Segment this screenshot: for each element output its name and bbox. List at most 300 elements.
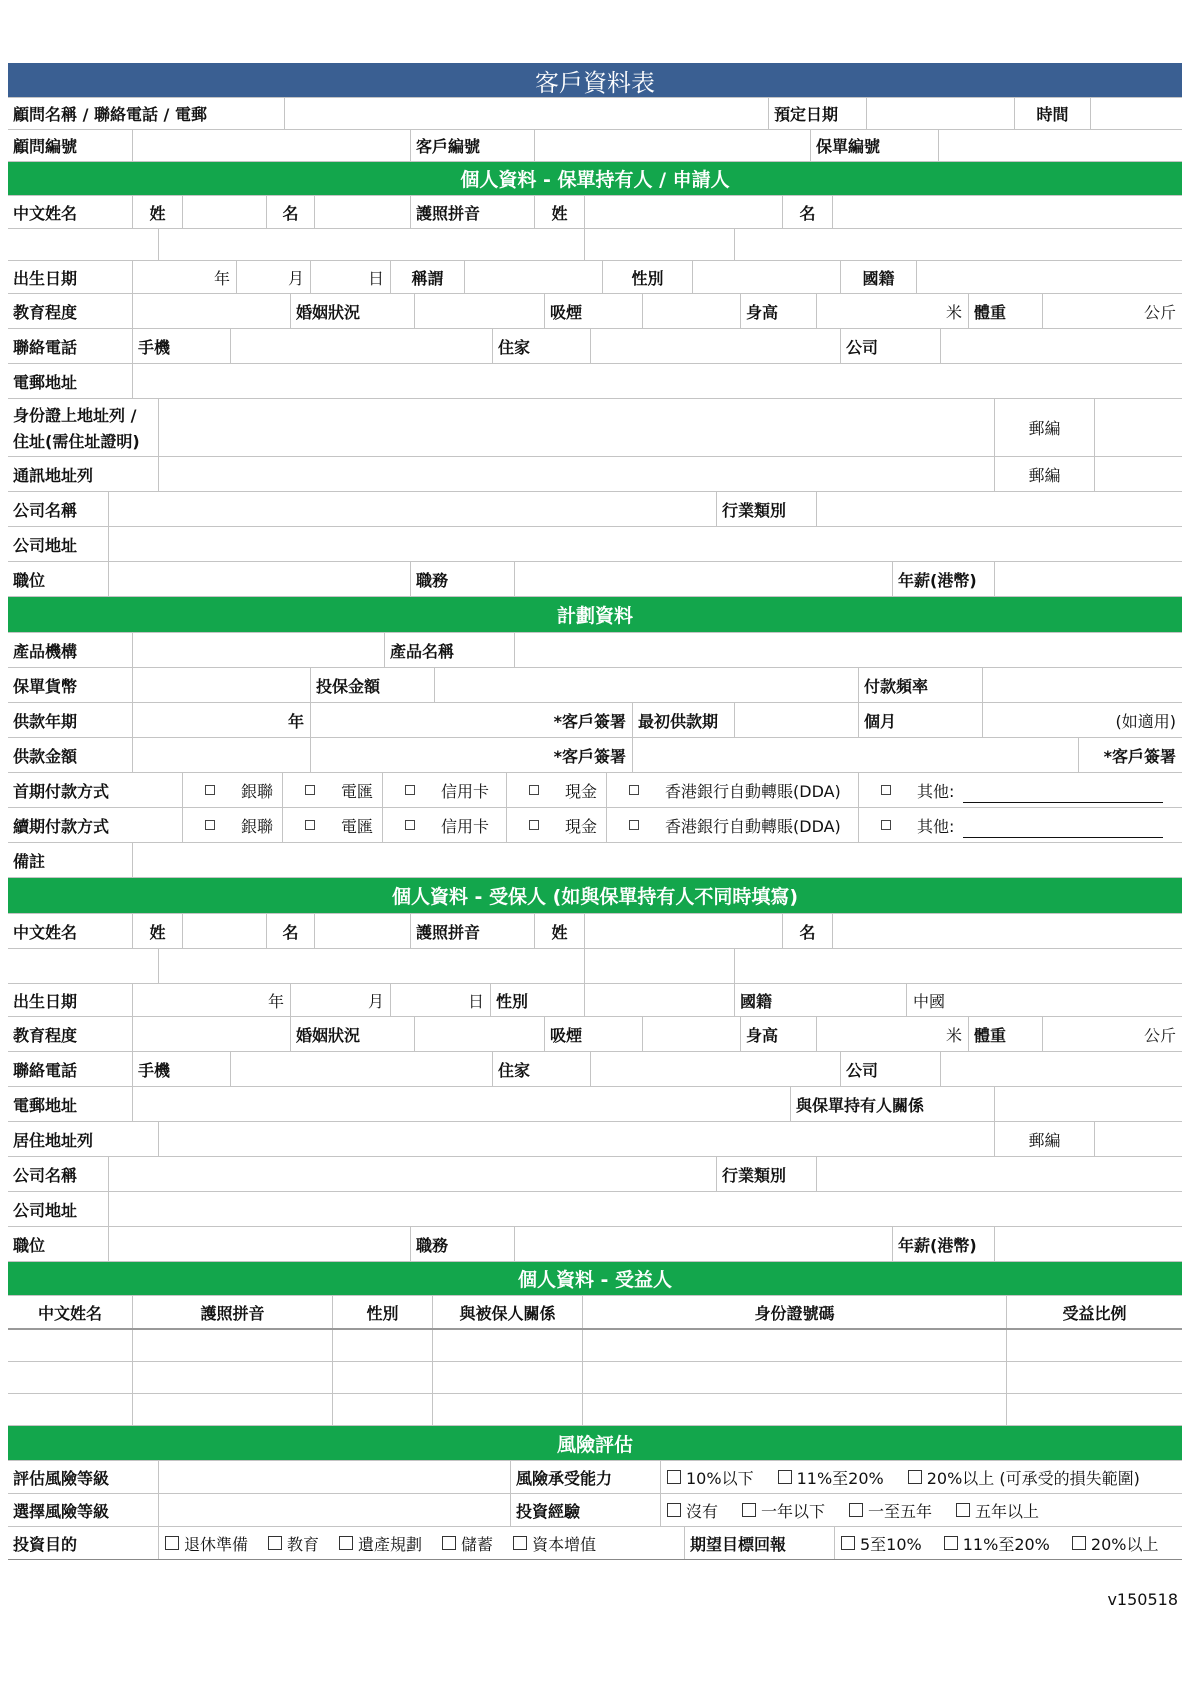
plan-years-field[interactable]	[132, 703, 310, 737]
method-label: 香港銀行自動轉賬(DDA)	[665, 781, 841, 801]
checkbox[interactable]	[956, 1503, 970, 1517]
beneficiary-gender-cell[interactable]	[332, 1394, 432, 1425]
holder-title-field[interactable]	[464, 261, 602, 293]
first-payment-label: 首期付款方式	[13, 781, 110, 801]
beneficiary-ratio-cell[interactable]	[1006, 1362, 1182, 1393]
section-risk: 風險評估	[8, 1426, 1182, 1461]
beneficiary-col-relation: 與被保人關係	[432, 1296, 582, 1328]
plan-client-sign-cell[interactable]	[1078, 738, 1182, 772]
option-label: 五年以上	[975, 1501, 1040, 1521]
holder-id-address-label	[8, 399, 158, 456]
beneficiary-name-cell[interactable]	[8, 1394, 132, 1425]
client-sign-label: *客戶簽署	[553, 746, 626, 766]
blank-cell[interactable]	[734, 229, 1182, 260]
option-label: 儲蓄	[461, 1534, 494, 1554]
invest-goal-options	[158, 1527, 684, 1559]
plan-months-field[interactable]	[982, 703, 1182, 737]
holder-company-address-row	[8, 527, 1182, 562]
renewal-method-unionpay[interactable]	[182, 808, 282, 842]
insured-position-field[interactable]	[108, 1227, 410, 1261]
first-method-tt[interactable]	[282, 773, 382, 807]
holder-home-label: 住家	[492, 329, 590, 363]
plan-currency-field[interactable]	[132, 668, 310, 702]
holder-dob-row	[8, 261, 1182, 294]
client-sign-label: *客戶簽署	[553, 711, 626, 731]
holder-duty-field[interactable]	[514, 562, 892, 596]
advisor-label: 顧問名稱 / 聯絡電話 / 電郵	[13, 105, 207, 124]
method-label: 現金	[565, 781, 598, 801]
renewal-payment-row	[8, 808, 1182, 843]
insured-education-field[interactable]	[132, 1017, 290, 1051]
insured-duty-field[interactable]	[514, 1227, 892, 1261]
plan-initial-period-label: 最初供款期	[632, 703, 734, 737]
option-label: 一至五年	[868, 1501, 933, 1521]
insured-industry-label: 行業類別	[716, 1157, 816, 1191]
holder-position-row	[8, 562, 1182, 597]
beneficiary-gender-cell[interactable]	[332, 1362, 432, 1393]
checkbox[interactable]	[405, 785, 415, 795]
option-label: 遺產規劃	[358, 1534, 423, 1554]
insured-company-address-label: 公司地址	[13, 1200, 78, 1220]
holder-smoking-label: 吸煙	[544, 294, 642, 328]
method-label: 銀聯	[241, 816, 274, 836]
insured-position-label: 職位	[13, 1235, 46, 1255]
plan-year-unit: 年	[287, 711, 304, 731]
checkbox[interactable]	[667, 1503, 681, 1517]
insured-education-label: 教育程度	[13, 1025, 78, 1045]
kg-unit: 公斤	[1143, 1025, 1176, 1045]
holder-company-address-label: 公司地址	[13, 535, 78, 555]
insured-home-field[interactable]	[590, 1052, 840, 1086]
checkbox[interactable]	[849, 1503, 863, 1517]
holder-dob-day-field[interactable]	[310, 261, 390, 293]
insured-dob-row	[8, 984, 1182, 1017]
beneficiary-col-name: 中文姓名	[37, 1303, 102, 1323]
plan-freq-field[interactable]	[982, 668, 1182, 702]
holder-email-field[interactable]	[132, 364, 1182, 398]
beneficiary-col-pinyin: 護照拼音	[132, 1296, 332, 1328]
time-field[interactable]	[1090, 98, 1182, 129]
method-label: 信用卡	[441, 816, 490, 836]
holder-given-name-field[interactable]	[314, 196, 410, 228]
month-unit: 月	[287, 268, 304, 288]
time-label: 時間	[1014, 98, 1090, 129]
plan-amount-row	[8, 738, 1182, 773]
holder-mail-postal-field[interactable]	[1094, 457, 1182, 491]
holder-pinyin-surname-field[interactable]	[584, 196, 782, 228]
insured-postal-field[interactable]	[1094, 1122, 1182, 1156]
first-method-credit[interactable]	[382, 773, 506, 807]
insured-given-name-field[interactable]	[314, 914, 410, 948]
option-label: 10%以下	[686, 1468, 754, 1488]
checkbox[interactable]	[881, 820, 891, 830]
other-underline[interactable]	[963, 802, 1163, 803]
plan-amount-label: 供款金額	[13, 746, 78, 766]
insured-height-label: 身高	[740, 1017, 816, 1051]
id-address-label-line2: 住址(需住址證明)	[13, 432, 140, 451]
holder-dob-month-field[interactable]	[236, 261, 310, 293]
checkbox[interactable]	[529, 785, 539, 795]
holder-industry-label: 行業類別	[716, 492, 816, 526]
holder-id-address-field[interactable]	[158, 399, 994, 456]
method-label: 銀聯	[241, 781, 274, 801]
renewal-method-cash[interactable]	[506, 808, 606, 842]
other-underline[interactable]	[963, 837, 1163, 838]
blank-cell[interactable]	[8, 229, 158, 260]
holder-weight-field[interactable]	[1042, 294, 1182, 328]
beneficiary-name-cell[interactable]	[8, 1330, 132, 1361]
holder-nationality-label: 國籍	[840, 261, 916, 293]
year-unit: 年	[267, 991, 284, 1011]
holder-name-extra-row	[8, 229, 1182, 261]
insured-smoking-label: 吸煙	[544, 1017, 642, 1051]
blank-cell[interactable]	[584, 229, 734, 260]
holder-pinyin-label: 護照拼音	[410, 196, 534, 228]
meter-unit: 米	[945, 302, 962, 322]
blank-cell[interactable]	[584, 949, 734, 983]
risk-select-field[interactable]	[158, 1494, 510, 1526]
insured-dob-month-field[interactable]	[290, 984, 390, 1016]
plan-sum-field[interactable]	[434, 668, 858, 702]
option-label: 20%以上 (可承受的損失範圍)	[926, 1468, 1140, 1488]
option-label: 一年以下	[761, 1501, 826, 1521]
insured-dob-day-field[interactable]	[390, 984, 490, 1016]
insured-gender-label: 性別	[490, 984, 584, 1016]
insured-weight-field[interactable]	[1042, 1017, 1182, 1051]
form-title: 客戶資料表	[8, 63, 1182, 98]
section-insured: 個人資料 - 受保人 (如與保單持有人不同時填寫)	[8, 878, 1182, 914]
insured-marital-field[interactable]	[414, 1017, 544, 1051]
plan-years-label: 供款年期	[13, 711, 78, 731]
plan-amount-sign-field[interactable]	[310, 738, 632, 772]
checkbox[interactable]	[339, 1536, 353, 1550]
advisor-no-row	[8, 130, 1182, 162]
client-no-field[interactable]	[534, 130, 810, 161]
month-unit: 月	[367, 991, 384, 1011]
holder-gender-label: 性別	[602, 261, 692, 293]
beneficiary-relation-cell[interactable]	[432, 1362, 582, 1393]
plan-years-sign-field[interactable]	[310, 703, 632, 737]
insured-gender-field[interactable]	[584, 984, 734, 1016]
checkbox[interactable]	[841, 1536, 855, 1550]
client-sign-label: *客戶簽署	[1103, 746, 1176, 766]
holder-weight-label: 體重	[968, 294, 1042, 328]
invest-goal-label: 投資目的	[13, 1534, 78, 1554]
beneficiary-id-cell[interactable]	[582, 1394, 1006, 1425]
insured-name-row	[8, 914, 1182, 949]
remarks-row	[8, 843, 1182, 878]
remarks-field[interactable]	[132, 843, 1182, 877]
method-label: 現金	[565, 816, 598, 836]
option-label: 5至10%	[860, 1534, 922, 1554]
insured-nationality-label: 國籍	[734, 984, 906, 1016]
holder-office-field[interactable]	[940, 329, 1182, 363]
beneficiary-relation-cell[interactable]	[432, 1330, 582, 1361]
plan-provider-row	[8, 633, 1182, 668]
beneficiary-relation-cell[interactable]	[432, 1394, 582, 1425]
first-method-other[interactable]	[858, 773, 1182, 807]
renewal-method-other[interactable]	[858, 808, 1182, 842]
insured-pinyin-surname-label: 姓	[534, 914, 584, 948]
first-method-cash[interactable]	[506, 773, 606, 807]
holder-salary-field[interactable]	[994, 562, 1182, 596]
invest-exp-options	[660, 1494, 1182, 1526]
plan-years-row	[8, 703, 1182, 738]
checkbox[interactable]	[305, 785, 315, 795]
day-unit: 日	[367, 268, 384, 288]
holder-position-label: 職位	[13, 570, 46, 590]
holder-duty-label: 職務	[410, 562, 514, 596]
holder-mobile-label: 手機	[132, 329, 230, 363]
insured-company-name-label: 公司名稱	[13, 1165, 78, 1185]
section-plan: 計劃資料	[8, 597, 1182, 633]
insured-residential-field[interactable]	[158, 1122, 994, 1156]
holder-phone-label: 聯絡電話	[13, 337, 78, 357]
beneficiary-pinyin-cell[interactable]	[132, 1394, 332, 1425]
holder-education-field[interactable]	[132, 294, 290, 328]
advisor-row	[8, 98, 1182, 130]
holder-marital-field[interactable]	[414, 294, 544, 328]
blank-cell[interactable]	[158, 949, 584, 983]
checkbox[interactable]	[305, 820, 315, 830]
holder-office-label: 公司	[840, 329, 940, 363]
insured-salary-label: 年薪(港幣)	[892, 1227, 994, 1261]
insured-email-row	[8, 1087, 1182, 1122]
holder-id-address-row	[8, 399, 1182, 457]
insured-pinyin-label: 護照拼音	[410, 914, 534, 948]
checkbox[interactable]	[205, 820, 215, 830]
policy-no-label: 保單編號	[810, 130, 938, 161]
checkbox[interactable]	[405, 820, 415, 830]
holder-home-field[interactable]	[590, 329, 840, 363]
beneficiary-pinyin-cell[interactable]	[132, 1330, 332, 1361]
holder-chinese-name-label: 中文姓名	[13, 203, 78, 223]
holder-position-field[interactable]	[108, 562, 410, 596]
first-payment-row	[8, 773, 1182, 808]
option-label: 20%以上	[1090, 1534, 1159, 1554]
insured-pinyin-given-label: 名	[782, 914, 832, 948]
holder-company-name-field[interactable]	[108, 492, 716, 526]
blank-cell[interactable]	[734, 949, 1182, 983]
insured-residential-label: 居住地址列	[13, 1130, 94, 1150]
plan-initial-period-field[interactable]	[734, 703, 858, 737]
insured-pinyin-surname-field[interactable]	[584, 914, 782, 948]
plan-product-field[interactable]	[514, 633, 1182, 667]
method-label: 信用卡	[441, 781, 490, 801]
risk-tolerance-options	[660, 1461, 1182, 1493]
checkbox[interactable]	[881, 785, 891, 795]
beneficiary-gender-cell[interactable]	[332, 1330, 432, 1361]
holder-mail-address-field[interactable]	[158, 457, 994, 491]
insured-dob-year-field[interactable]	[132, 984, 290, 1016]
id-address-label-line1: 身份證上地址列 /	[13, 406, 137, 425]
blank-cell[interactable]	[8, 949, 158, 983]
holder-phone-row	[8, 329, 1182, 364]
insured-mobile-label: 手機	[132, 1052, 230, 1086]
holder-nationality-field[interactable]	[916, 261, 1182, 293]
beneficiary-col-ratio: 受益比例	[1006, 1296, 1182, 1328]
insured-office-field[interactable]	[940, 1052, 1182, 1086]
checkbox[interactable]	[1072, 1536, 1086, 1550]
year-unit: 年	[213, 268, 230, 288]
insured-company-address-field[interactable]	[108, 1192, 1182, 1226]
holder-surname-label: 姓	[132, 196, 182, 228]
insured-duty-label: 職務	[410, 1227, 514, 1261]
appt-date-label: 預定日期	[768, 98, 866, 129]
holder-smoking-field[interactable]	[642, 294, 740, 328]
checkbox[interactable]	[629, 785, 639, 795]
checkbox[interactable]	[629, 820, 639, 830]
insured-marital-label: 婚姻狀況	[290, 1017, 414, 1051]
client-no-label: 客戶編號	[410, 130, 534, 161]
holder-name-row	[8, 196, 1182, 229]
checkbox[interactable]	[268, 1536, 282, 1550]
beneficiary-id-cell[interactable]	[582, 1362, 1006, 1393]
option-label: 退休準備	[184, 1534, 249, 1554]
plan-sum-label: 投保金額	[310, 668, 434, 702]
beneficiary-ratio-cell[interactable]	[1006, 1394, 1182, 1425]
insured-education-row	[8, 1017, 1182, 1052]
holder-gender-field[interactable]	[692, 261, 840, 293]
insured-industry-field[interactable]	[816, 1157, 1182, 1191]
beneficiary-ratio-cell[interactable]	[1006, 1330, 1182, 1361]
insured-postal-label: 郵編	[994, 1122, 1094, 1156]
insured-relation-field[interactable]	[994, 1087, 1182, 1121]
checkbox[interactable]	[165, 1536, 179, 1550]
checkbox[interactable]	[667, 1470, 681, 1484]
insured-company-address-row	[8, 1192, 1182, 1227]
insured-mobile-field[interactable]	[230, 1052, 492, 1086]
holder-pinyin-surname-label: 姓	[534, 196, 584, 228]
method-label: 其他:	[917, 781, 955, 801]
advisor-no-label: 顧問編號	[13, 137, 78, 156]
advisor-no-field[interactable]	[132, 130, 410, 161]
appt-date-field[interactable]	[866, 98, 1014, 129]
beneficiary-id-cell[interactable]	[582, 1330, 1006, 1361]
checkbox[interactable]	[513, 1536, 527, 1550]
holder-surname-field[interactable]	[182, 196, 266, 228]
holder-pinyin-given-field[interactable]	[832, 196, 1182, 228]
invest-goal-row	[8, 1527, 1182, 1560]
insured-smoking-field[interactable]	[642, 1017, 740, 1051]
beneficiary-row	[8, 1330, 1182, 1362]
insured-phone-row	[8, 1052, 1182, 1087]
invest-exp-label: 投資經驗	[510, 1494, 660, 1526]
version-label: v150518	[1107, 1590, 1178, 1609]
insured-residential-row	[8, 1122, 1182, 1157]
insured-pinyin-given-field[interactable]	[832, 914, 1182, 948]
holder-mobile-field[interactable]	[230, 329, 492, 363]
holder-salary-label: 年薪(港幣)	[892, 562, 994, 596]
beneficiary-name-cell[interactable]	[8, 1362, 132, 1393]
insured-chinese-name-label: 中文姓名	[13, 922, 78, 942]
renewal-method-tt[interactable]	[282, 808, 382, 842]
holder-id-postal-label: 郵編	[994, 399, 1094, 456]
policy-no-field[interactable]	[938, 130, 1182, 161]
holder-education-row	[8, 294, 1182, 329]
checkbox[interactable]	[778, 1470, 792, 1484]
expected-return-label: 期望目標回報	[684, 1527, 834, 1559]
insured-surname-label: 姓	[132, 914, 182, 948]
holder-title-label: 稱謂	[390, 261, 464, 293]
option-label: 沒有	[686, 1501, 719, 1521]
checkbox[interactable]	[442, 1536, 456, 1550]
plan-provider-field[interactable]	[132, 633, 384, 667]
holder-company-address-field[interactable]	[108, 527, 1182, 561]
plan-amount-field[interactable]	[132, 738, 310, 772]
option-label: 教育	[287, 1534, 320, 1554]
section-beneficiary: 個人資料 - 受益人	[8, 1262, 1182, 1296]
option-label: 資本增值	[532, 1534, 597, 1554]
holder-dob-year-field[interactable]	[132, 261, 236, 293]
option-label: 11%至20%	[962, 1534, 1050, 1554]
beneficiary-col-gender: 性別	[332, 1296, 432, 1328]
if-applicable-note: (如適用)	[1115, 711, 1176, 731]
holder-height-label: 身高	[740, 294, 816, 328]
option-label: 11%至20%	[796, 1468, 884, 1488]
renewal-payment-label: 續期付款方式	[13, 816, 110, 836]
holder-pinyin-given-label: 名	[782, 196, 832, 228]
day-unit: 日	[467, 991, 484, 1011]
renewal-method-credit[interactable]	[382, 808, 506, 842]
holder-given-name-label: 名	[266, 196, 314, 228]
insured-salary-field[interactable]	[994, 1227, 1182, 1261]
checkbox[interactable]	[908, 1470, 922, 1484]
method-label: 香港銀行自動轉賬(DDA)	[665, 816, 841, 836]
holder-dob-label: 出生日期	[13, 268, 78, 288]
first-method-unionpay[interactable]	[182, 773, 282, 807]
renewal-method-dda[interactable]	[606, 808, 858, 842]
insured-office-label: 公司	[840, 1052, 940, 1086]
plan-currency-label: 保單貨幣	[13, 676, 78, 696]
insured-nationality-field[interactable]: 中國	[906, 984, 1182, 1016]
holder-education-label: 教育程度	[13, 302, 78, 322]
insured-relation-label: 與保單持有人關係	[790, 1087, 994, 1121]
insured-height-field[interactable]	[816, 1017, 968, 1051]
plan-provider-label: 產品機構	[13, 641, 78, 661]
beneficiary-row	[8, 1394, 1182, 1426]
method-label: 電匯	[341, 816, 374, 836]
insured-phone-label: 聯絡電話	[13, 1060, 78, 1080]
checkbox[interactable]	[944, 1536, 958, 1550]
insured-email-label: 電郵地址	[13, 1095, 78, 1115]
plan-amount-extra-field[interactable]	[632, 738, 1078, 772]
risk-assess-field[interactable]	[158, 1461, 510, 1493]
checkbox[interactable]	[742, 1503, 756, 1517]
checkbox[interactable]	[529, 820, 539, 830]
insured-surname-field[interactable]	[182, 914, 266, 948]
holder-mail-postal-label: 郵編	[994, 457, 1094, 491]
plan-product-label: 產品名稱	[384, 633, 514, 667]
method-label: 電匯	[341, 781, 374, 801]
beneficiary-row	[8, 1362, 1182, 1394]
holder-industry-field[interactable]	[816, 492, 1182, 526]
blank-cell[interactable]	[158, 229, 584, 260]
holder-email-label: 電郵地址	[13, 372, 78, 392]
holder-id-postal-field[interactable]	[1094, 399, 1182, 456]
risk-assess-row	[8, 1461, 1182, 1494]
holder-mail-address-label: 通訊地址列	[13, 465, 94, 485]
insured-company-name-field[interactable]	[108, 1157, 716, 1191]
risk-select-label: 選擇風險等級	[13, 1501, 110, 1521]
holder-height-field[interactable]	[816, 294, 968, 328]
checkbox[interactable]	[205, 785, 215, 795]
advisor-field[interactable]	[284, 98, 768, 129]
beneficiary-pinyin-cell[interactable]	[132, 1362, 332, 1393]
insured-home-label: 住家	[492, 1052, 590, 1086]
insured-email-field[interactable]	[132, 1087, 790, 1121]
first-method-dda[interactable]	[606, 773, 858, 807]
